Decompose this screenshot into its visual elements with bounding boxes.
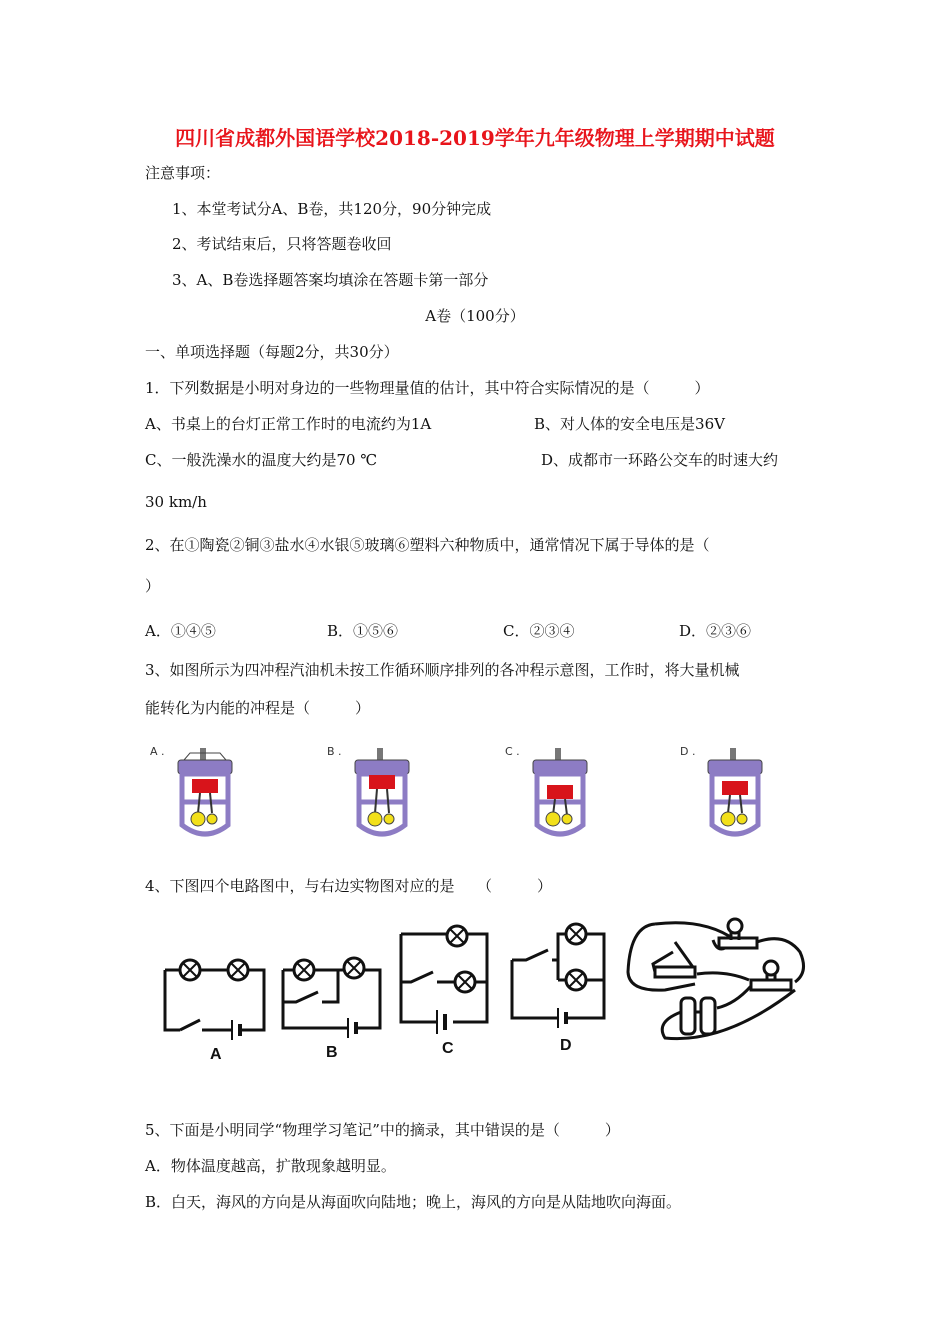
q2-stem-cont: ） xyxy=(145,577,161,595)
engine-label-c: C . xyxy=(505,745,520,758)
engine-figure-c xyxy=(525,745,595,840)
notice-item-1: 1、本堂考试分A、B卷，共120分，90分钟完成 xyxy=(172,200,492,218)
circuit-label-c: C xyxy=(442,1040,454,1057)
q2-option-d: D．②③⑥ xyxy=(679,622,752,640)
circuit-label-d: D xyxy=(560,1037,572,1054)
circuit-diagram-a xyxy=(160,950,270,1040)
engine-figure-d xyxy=(700,745,770,840)
q5-option-b: B．白天，海风的方向是从海面吹向陆地；晚上，海风的方向是从陆地吹向海面。 xyxy=(145,1193,682,1211)
section-a-heading: A卷（100分） xyxy=(425,307,525,325)
q3-stem-cont: 能转化为内能的冲程是（ ） xyxy=(145,699,371,717)
page-title: 四川省成都外国语学校2018-2019学年九年级物理上学期期中试题 xyxy=(175,126,775,150)
q5-option-a: A．物体温度越高，扩散现象越明显。 xyxy=(145,1157,396,1175)
part1-heading: 一、单项选择题（每题2分，共30分） xyxy=(145,343,399,361)
q3-stem: 3、如图所示为四冲程汽油机未按工作循环顺序排列的各冲程示意图，工作时，将大量机械 xyxy=(145,661,740,679)
circuit-label-a: A xyxy=(210,1046,222,1063)
circuit-diagram-b xyxy=(278,950,388,1040)
q1-stem: 1．下列数据是小明对身边的一些物理量值的估计，其中符合实际情况的是（ ） xyxy=(145,379,710,397)
engine-label-d: D . xyxy=(680,745,696,758)
q1-option-d: D、成都市一环路公交车的时速大约 xyxy=(541,451,779,469)
engine-figure-b xyxy=(347,745,417,840)
circuit-diagram-d xyxy=(508,920,613,1035)
notice-heading: 注意事项： xyxy=(145,164,221,182)
engine-label-b: B . xyxy=(327,745,342,758)
notice-item-3: 3、A、B卷选择题答案均填涂在答题卡第一部分 xyxy=(172,271,489,289)
q2-option-b: B．①⑤⑥ xyxy=(327,622,399,640)
q4-stem: 4、下图四个电路图中，与右边实物图对应的是 （ ） xyxy=(145,877,553,895)
engine-label-a: A . xyxy=(150,745,165,758)
q2-option-a: A．①④⑤ xyxy=(145,622,216,640)
q5-stem: 5、下面是小明同学“物理学习笔记”中的摘录，其中错误的是（ ） xyxy=(145,1121,620,1139)
q1-option-c: C、一般洗澡水的温度大约是70 ℃ xyxy=(145,451,378,469)
q1-option-b: B、对人体的安全电压是36V xyxy=(534,415,725,433)
q1-option-d-cont: 30 km/h xyxy=(145,493,207,511)
circuit-label-b: B xyxy=(326,1044,338,1061)
notice-item-2: 2、考试结束后，只将答题卷收回 xyxy=(172,235,392,253)
engine-figure-a xyxy=(170,745,240,840)
q2-stem: 2、在①陶瓷②铜③盐水④水银⑤玻璃⑥塑料六种物质中，通常情况下属于导体的是（ xyxy=(145,536,710,554)
circuit-diagram-c xyxy=(395,922,495,1037)
physical-circuit-picture xyxy=(625,912,810,1042)
q1-option-a: A、书桌上的台灯正常工作时的电流约为1A xyxy=(145,415,432,433)
q2-option-c: C．②③④ xyxy=(503,622,575,640)
